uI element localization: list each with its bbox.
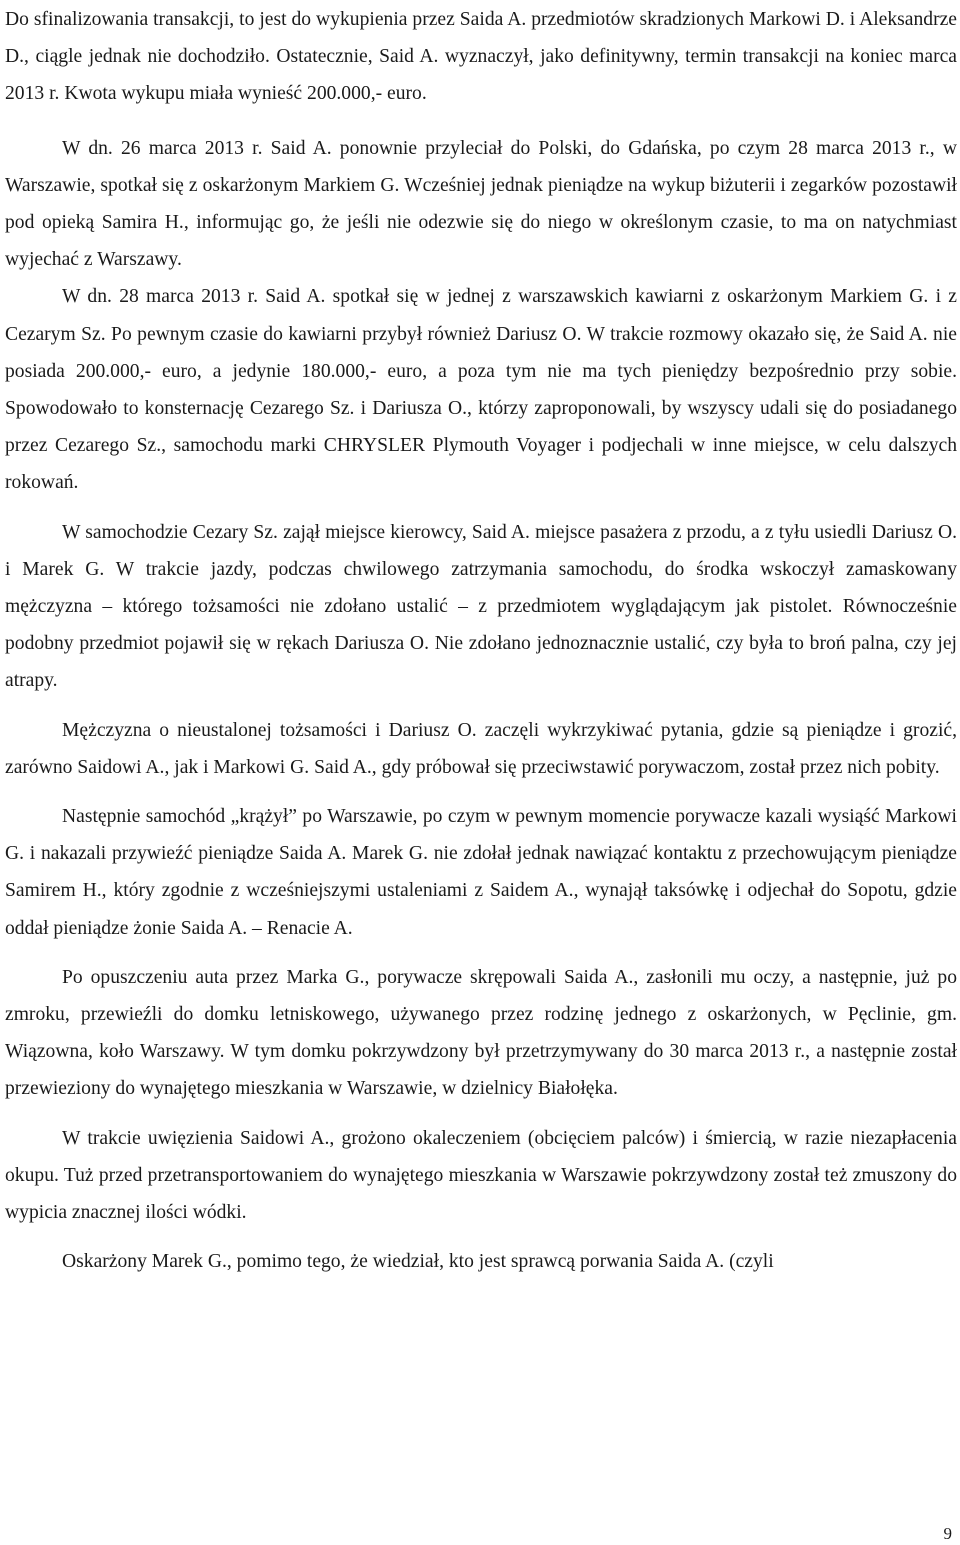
paragraph-8: W trakcie uwięzienia Saidowi A., grożono okaleczeniem (obcięciem palców) i śmiercią, w razie niezapłacenia okupu. Tuż przed przetransportowaniem do wynajętego mieszkania w Warszawie pokrzywdzony został też zmuszony do wypicia znacznej ilości wódki. [5,1127,957,1224]
paragraph-1: Do sfinalizowania transakcji, to jest do wykupienia przez Saida A. przedmiotów skradzionych Markowi D. i Aleksandrze D., ciągle jednak nie dochodziło. Ostatecznie, Said A. wyznaczył, jako definitywny, termin transakcji na koniec marca 2013 r. Kwota wykupu miała wynieść 200.000,- euro. [5,9,957,105]
paragraph-5: Mężczyzna o nieustalonej tożsamości i Dariusz O. zaczęli wykrzykiwać pytania, gdzie są pieniądze i grozić, zarówno Saidowi A., jak i Markowi G. Said A., gdy próbował się przeciwstawić porywaczom, został przez nich pobity. [5,719,957,778]
paragraph-6: Następnie samochód „krążył” po Warszawie, po czym w pewnym momencie porywacze kazali wysiąść Markowi G. i nakazali przywieźć pieniądze Saida A. Marek G. nie zdołał jednak nawiązać kontaktu z przechowującym pieniądze Samirem H., który zgodnie z wcześniejszymi ustaleniami z Saidem A., wynajął taksówkę i odjechał do Sopotu, gdzie oddał pieniądze żonie Saida A. – Renacie A. [5,806,957,939]
paragraph-9: Oskarżony Marek G., pomimo tego, że wiedział, kto jest sprawcą porwania Saida A. (czyli [62,1251,774,1273]
paragraph-7: Po opuszczeniu auta przez Marka G., porywacze skrępowali Saida A., zasłonili mu oczy, a następnie, już po zmroku, przewieźli do domku letniskowego, używanego przez rodzinę jednego z oskarżonych, w Pęclinie, gm. Wiązowna, koło Warszawy. W tym domku pokrzywdzony był przetrzymywany do 30 marca 2013 r., a następnie został przewieziony do wynajętego mieszkania w Warszawie, w dzielnicy Białołęka. [5,966,957,1100]
paragraph-4: W samochodzie Cezary Sz. zajął miejsce kierowcy, Said A. miejsce pasażera z przodu, a z tyłu usiedli Dariusz O. i Marek G. W trakcie jazdy, podczas chwilowego zatrzymania samochodu, do środka wskoczył zamaskowany mężczyzna – którego tożsamości nie zdołano ustalić – z przedmiotem wyglądającym jak pistolet. Równocześnie podobny przedmiot pojawił się w rękach Dariusza O. Nie zdołano jednoznacznie ustalić, czy była to broń palna, czy jej atrapy. [5,521,957,692]
page-number: 9 [943,1524,952,1543]
paragraph-3: W dn. 28 marca 2013 r. Said A. spotkał się w jednej z warszawskich kawiarni z oskarżonym Markiem G. i z Cezarym Sz. Po pewnym czasie do kawiarni przybył również Dariusz O. W trakcie rozmowy okazało się, że Said A. nie posiada 200.000,- euro, a jedynie 180.000,- euro, a poza tym nie ma tych pieniędzy bezpośrednio przy sobie. Spowodowało to konsternację Cezarego Sz. i Dariusza O., którzy zaproponowali, by wszyscy udali się do posiadanego przez Cezarego Sz., samochodu marki CHRYSLER Plymouth Voyager i podjechali w inne miejsce, w celu dalszych rokowań. [5,286,957,494]
document-page [5,0,957,1281]
paragraph-2: W dn. 26 marca 2013 r. Said A. ponownie przyleciał do Polski, do Gdańska, po czym 28 marca 2013 r., w Warszawie, spotkał się z oskarżonym Markiem G. Wcześniej jednak pieniądze na wykup biżuterii i zegarków pozostawił pod opieką Samira H., informując go, że jeśli nie odezwie się do niego w określonym czasie, to ma on natychmiast wyjechać z Warszawy. [5,137,957,271]
